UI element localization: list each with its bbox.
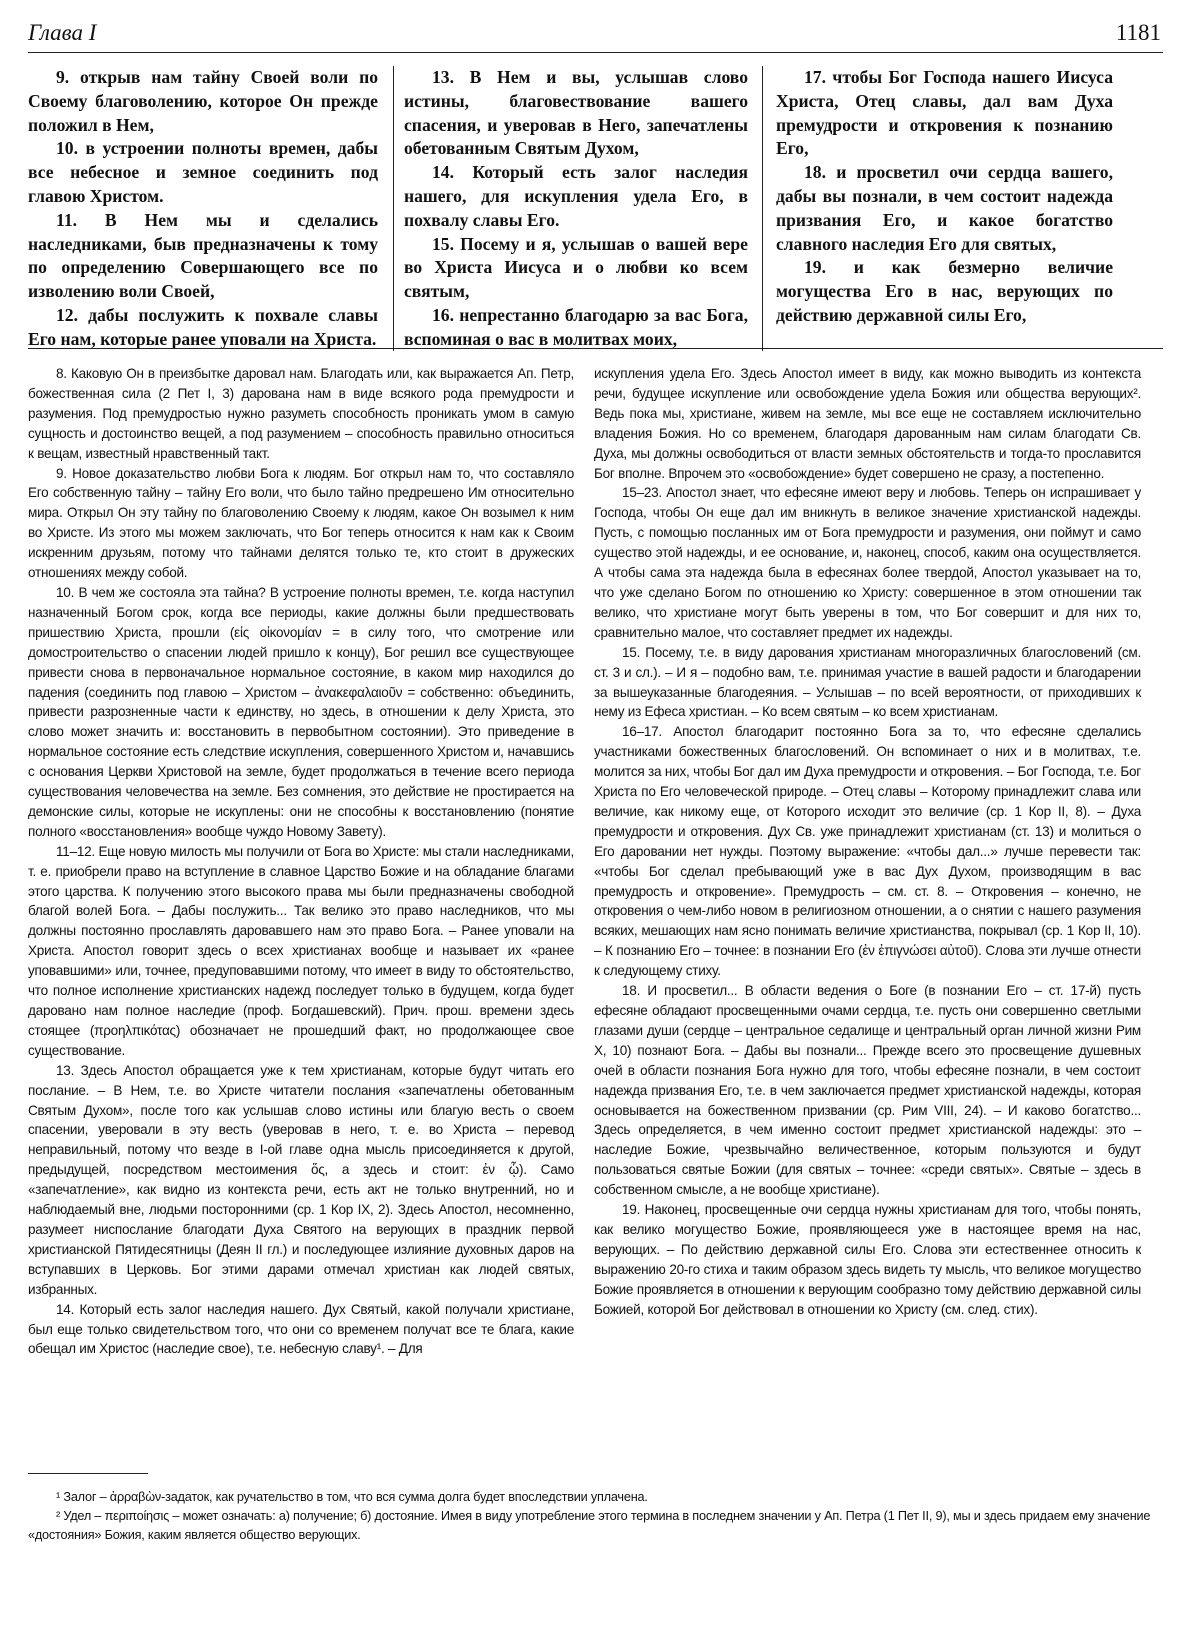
footnote-1: ¹ Залог – ἀρραβὼν-задаток, как ручательство в том, что вся сумма долга будет впоследствии уплачена. [56,1490,648,1504]
commentary-paragraph: 8. Каковую Он в преизбытке даровал нам. Благодать или, как выражается Ап. Петр, божественная сила (2 Пет I, 3) дарована нам в виде всякого рода премудрости и разумения. Под премудростью нужно разуметь способность проникать умом в самую сущность и достоинство вещей, а под разумением – способность правильно относиться к вещам, известный нравственный такт. [28,366,574,461]
verse-14: 14. Который есть залог наследия нашего, для искупления удела Его, в похвалу славы Его. [404,162,748,230]
section-divider [28,348,1163,349]
verse-17: 17. чтобы Бог Господа нашего Иисуса Христа, Отец славы, дал вам Духа премудрости и откровения к познанию Его, [776,67,1113,159]
verse-12: 12. дабы послужить к похвале славы Его нам, которые ранее уповали на Христа. [28,304,378,349]
verse-18: 18. и просветил очи сердца вашего, дабы вы познали, в чем состоит надежда призвания Его, и какое богатство славного наследия Его для святых, [776,162,1113,254]
running-head [28,18,1163,53]
commentary-right-column [594,364,1141,1320]
commentary-paragraph: 10. В чем же состояла эта тайна? В устроение полноты времен, т.е. когда наступил назначенный Богом срок, когда все периоды, какие должны были предшествовать пришествию Христа, прошли (εἰς οἰκονομίαν = в силу того, что смотрение или домостроительство о спасении людей пришло к концу), Бог решил все существующее привести снова в первоначальное нормальное состояние, в каком мир находился до падения (соединить под главою – Христом – ἀνακεφαλαιοῦν = собственно: объединить, привести разрозненные части к единству, но здесь, в отношении к делу Христа, это слово может значить и: восстановить в первобытном состоянии). Это приведение в нормальное состояние есть следствие искупления, совершенного Христом и, начавшись с основания Церкви Христовой на земле, будет продолжаться в течение всего периода существования человечества на земле. Без сомнения, это действие не простирается на демонские силы, которые не искуплены: они не способны к восстановлению (понятие полного «восстановления» вообще чуждо Новому Завету). [28,584,574,839]
commentary-left-column [28,364,574,1359]
commentary-paragraph: 11–12. Еще новую милость мы получили от Бога во Христе: мы стали наследниками, т. е. приобрели право на вступление в славное Царство Божие и на обладание благами этого царства. К получению этого высокого права мы были предназначены свободной благой волей Бога. – Дабы послужить... Так велико это право наследников, что мы должны постоянно прославлять даровавшего нам это право Бога. – Ранее уповали на Христа. Апостол говорит здесь о всех христианах вообще и называет их «ранее уповавшими» или, точнее, предуповавшими потому, что имеет в виду то обстоятельство, что полное исполнение христианских надежд последует только в будущем, когда будет даровано нам полное наследие (проф. Богдашевский). Прич. прош. времени здесь стоящее (προηλπικότας) обозначает не прошедший факт, но продолжающее свое существование. [28,843,574,1058]
footnote-divider [28,1473,148,1474]
verse-15: 15. Посему и я, услышав о вашей вере во Христа Иисуса и о любви ко всем святым, [404,233,748,302]
commentary-paragraph: 18. И просветил... В области ведения о Боге (в познании Его – ст. 17-й) пусть ефесяне обладают просвещенными очами сердца, т.е. пусть они совершенно светлыми глазами души (сердце – центральное седалище и центральный орган личной жизни Рим X, 10) познают Бога. – Дабы вы познали... Прежде всего это просвещение душевных очей в области познания Бога нужно для того, чтобы ефесяне познали, в чем состоит надежда призвания Его, т.е. в чем заключается предмет христианской надежды, которая основывается на божественном призвании (ср. Рим VIII, 24). – И каково богатство... Здесь определяется, в чем именно состоит предмет христианской надежды: это – наследие Божие, чрезвычайно величественное, которым пользуются и будут пользоваться святые Божии (для святых – точнее: «среди святых». Святые – здесь в собственном смысле, а не вообще христиане). [594,983,1141,1198]
chapter-title: Глава I [28,20,97,45]
verse-9: 9. открыв нам тайну Своей воли по Своему благоволению, которое Он прежде положил в Нем, [28,67,378,135]
verse-column-2 [404,66,748,352]
footnotes [28,1488,1163,1545]
page-number: 1181 [1115,20,1161,45]
verse-column-1 [28,66,378,352]
column-divider [762,66,763,351]
verse-19: 19. и как безмерно величие могущества Его в нас, верующих по действию державной силы Его, [776,257,1113,325]
verse-11: 11. В Нем мы и сделались наследниками, быв предназначены к тому по определению Совершающего все по изволению воли Своей, [28,209,378,302]
verse-13: 13. В Нем и вы, услышав слово истины, благовествование вашего спасения, и уверовав в Него, запечатлены обетованным Святым Духом, [404,67,748,159]
verse-16: 16. непрестанно благодарю за вас Бога, вспоминая о вас в молитвах моих, [404,304,748,349]
commentary-paragraph: 16–17. Апостол благодарит постоянно Бога за то, что ефесяне сделались участниками божественных благословений. Он вспоминает о них и в молитвах, т.е. молится за них, чтобы Бог дал им Духа премудрости и откровения. – Бог Господа, т.е. Бог Христа по Его человеческой природе. – Отец славы – Которому принадлежит слава или величие, как никому еще, от Которого исходит это величие (ср. 1 Кор II, 8). – Духа премудрости и откровения. Дух Св. уже принадлежит христианам (ст. 13) и молиться о Его даровании нет нужды. Поэтому выражение: «чтобы дал...» лучше перевести так: «чтобы Бог сделал пребывающий уже в вас Дух Духом, производящим в вас премудрость и откровение». Премудрость – см. ст. 8. – Откровения – конечно, не откровения о чем-либо новом в религиозном отношении, а о снятии с нашего разумения всяких, мешающих нам ясно понимать величие христианства, покрывал (ср. 1 Кор II, 10). – К познанию Его – точнее: в познании Его (ἐν ἐπιγνώσει αὐτοῦ). Слова эти лучше отнести к следующему стиху. [594,724,1141,979]
column-divider [393,66,394,351]
commentary-paragraph: 13. Здесь Апостол обращается уже к тем христианам, которые будут читать его послание. – В Нем, т.е. во Христе читатели послания «запечатлены обетованным Святым Духом», после того как услышав слово истины или благую весть о своем спасении, уверовали в эту весть (уверовав в него, т. е. во Христа – перевод неправильный, потому что везде в I-ой главе одна мысль присоединяется к другой, предыдущей, посредством местоимения ὅς, а здесь и стоит: ἐν ᾧ). Само «запечатление», как видно из контекста речи, есть акт не только внутренний, но и наблюдаемый вне, людьми посторонними (ср. 1 Кор IX, 2). Здесь Апостол, несомненно, разумеет ниспослание благодати Духа Святого на верующих в праздник первой христианской Пятидесятницы (Деян II гл.) и последующее излияние духовных даров на вступавших в Церковь. Бог этими дарами отмечал христиан как людей святых, избранных. [28,1062,574,1297]
verse-10: 10. в устроении полноты времен, дабы все небесное и земное соединить под главою Христом. [28,138,378,206]
commentary-paragraph: 15. Посему, т.е. в виду дарования христианам многоразличных благословений (см. ст. 3 и сл.). – И я – подобно вам, т.е. принимая участие в вашей радости и благодарении за вышеуказанные благодеяния. – Услышав – по всей вероятности, от приходивших к нему из Ефеса христиан. – Ко всем святым – ко всем христианам. [594,644,1141,720]
commentary-paragraph: 19. Наконец, просвещенные очи сердца нужны христианам для того, чтобы понять, как велико могущество Божие, проявляющееся уже в настоящее время на нас, верующих. – По действию державной силы Его. Слова эти естественнее относить к выражению 20-го стиха и таким образом здесь видеть ту мысль, что великое могущество Божие проявляется в отношении к верующим сообразно тому действию державной силы Божией, которой Бог действовал в отношении ко Христу (см. след. стих). [594,1202,1141,1317]
commentary-paragraph: 9. Новое доказательство любви Бога к людям. Бог открыл нам то, что составляло Его собственную тайну – тайну Его воли, что было тайно предрешено Им относительно мира. Открыл Он эту тайну по благоволению Своему к людям, какое Он возымел к ним во Христе. Из этого мы можем заключать, что Бог теперь относится к нам как к Своим искренним друзьям, потому что тайнами делятся только те, кто стоит в дружеских отношениях между собой. [28,465,574,581]
commentary-paragraph: 15–23. Апостол знает, что ефесяне имеют веру и любовь. Теперь он испрашивает у Господа, чтобы Он еще дал им вникнуть в великое значение христианской надежды. Пусть, с помощью посланных им от Бога премудрости и разумения, они поймут и само существо этой надежды, и ее основание, и, наконец, способ, каким она осуществляется. А чтобы сама эта надежда была в ефесянах более твердой, Апостол указывает на то, что уже сделано Богом по отношению ко Христу: совершенное в этом отношении так велико, что христиане могут быть уверены в том, что Бог совершит и для них то, сравнительно малое, что составляет предмет их надежды. [594,485,1141,640]
scripture-text [28,66,1168,349]
commentary-paragraph: искупления удела Его. Здесь Апостол имеет в виду, как можно выводить из контекста речи, будущее искупление или освобождение удела Божия или общества верующих². Ведь пока мы, христиане, живем на земле, мы все еще не составляем исключительно владения Божия. Но со временем, благодаря дарованным нам силам благодати Св. Духа, мы должны освободиться от власти земных обстоятельств и тогда-то прославится Бог вполне. Впрочем это «освобождение» будет совершено не сразу, а постепенно. [594,366,1141,481]
commentary-paragraph: 14. Который есть залог наследия нашего. Дух Святый, какой получали христиане, был еще только свидетельством того, что они со временем получат все те блага, какие обещал им Христос (наследие свое), т.е. небесную славу¹. – Для [28,1301,574,1357]
verse-column-3 [776,66,1113,328]
footnote-2: ² Удел – περιποίησις – может означать: а) получение; б) достояние. Имея в виду употребление этого термина в последнем значении у Ап. Петра (1 Пет II, 9), мы и здесь придаем ему значение «достояния» Божия, каким является общество верующих. [28,1509,1151,1542]
